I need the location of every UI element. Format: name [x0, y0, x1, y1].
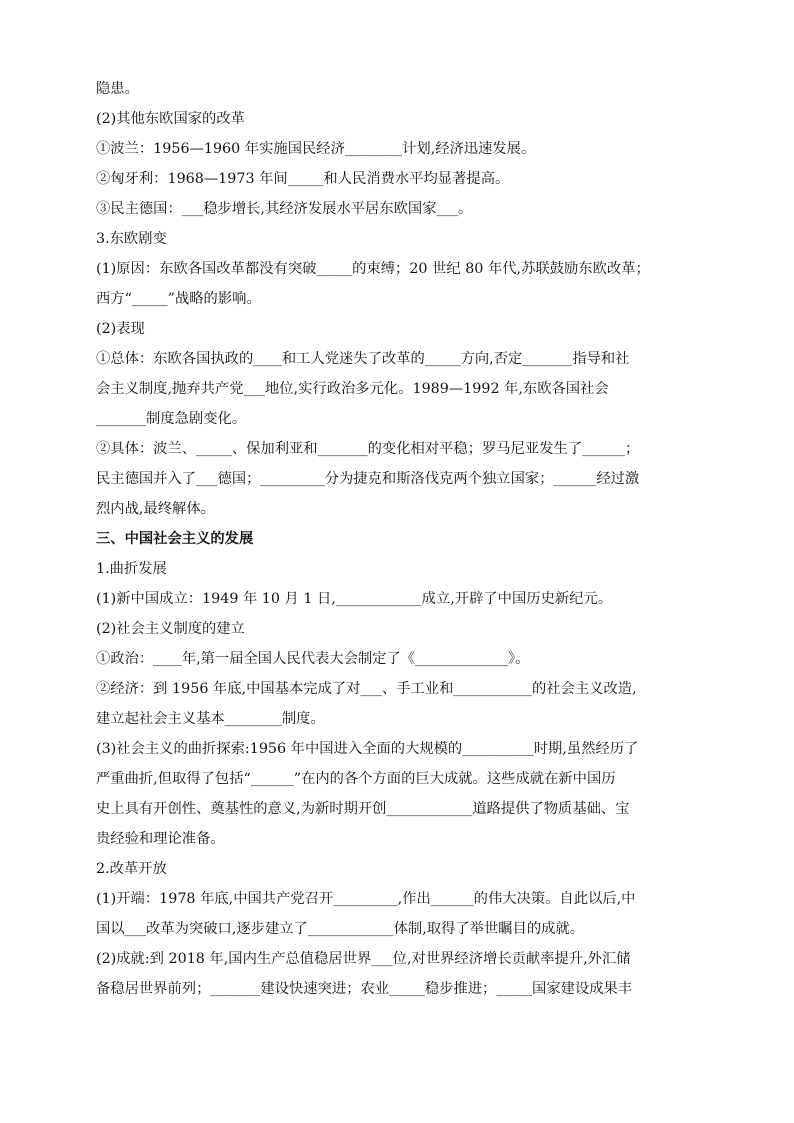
text-line: 国以___改革为突破口,逐步建立了____________体制,取得了举世瞩目的成就。 — [96, 921, 585, 937]
text-line: (1)新中国成立：1949 年 10 月 1 日,____________成立,开辟了中国历史新纪元。 — [96, 591, 613, 607]
text-line: ②具体：波兰、_____、保加利亚和_______的变化相对平稳；罗马尼亚发生了______； — [96, 441, 640, 457]
text-line: ①政治：____年,第一届全国人民代表大会制定了《_____________》。 — [96, 651, 530, 667]
text-line: 贵经验和理论准备。 — [96, 831, 225, 847]
text-line: ①总体：东欧各国执政的____和工人党迷失了改革的_____方向,否定_______指导和社 — [96, 351, 630, 367]
section-heading: 三、中国社会主义的发展 — [96, 531, 254, 547]
subsection-heading: 1.曲折发展 — [96, 561, 167, 577]
text-line: 严重曲折,但取得了包括“______”在内的各个方面的巨大成就。这些成就在新中国历 — [96, 771, 616, 787]
text-line: ②匈牙利：1968—1973 年间_____和人民消费水平均显著提高。 — [96, 171, 510, 187]
subsection-heading: (2)其他东欧国家的改革 — [96, 111, 245, 127]
text-line: 备稳居世界前列；_______建设快速突进；农业_____稳步推进；_____国家建设成果丰 — [96, 981, 633, 997]
document-page — [96, 74, 702, 1004]
text-line: ①波兰：1956—1960 年实施国民经济________计划,经济迅速发展。 — [96, 141, 536, 157]
text-line: ②经济：到 1956 年底,中国基本完成了对___、手工业和___________的社会主义改造, — [96, 681, 637, 697]
text-line: 烈内战,最终解体。 — [96, 501, 215, 517]
text-line: (2)成就:到 2018 年,国内生产总值稳居世界___位,对世界经济增长贡献率提升,外汇储 — [96, 951, 631, 967]
subsection-heading: 3.东欧剧变 — [96, 231, 167, 247]
subsection-heading: 2.改革开放 — [96, 861, 167, 877]
text-line: 西方“_____”战略的影响。 — [96, 291, 261, 307]
text-line: 民主德国并入了___德国；_________分为捷克和斯洛伐克两个独立国家；______经过激 — [96, 471, 640, 487]
text-line: (3)社会主义的曲折探索:1956 年中国进入全面的大规模的__________时期,虽然经历了 — [96, 741, 639, 757]
text-line: ③民主德国：___稳步增长,其经济发展水平居东欧国家___。 — [96, 201, 473, 217]
text-line: _______制度急剧变化。 — [96, 411, 247, 427]
text-line: 隐患。 — [96, 81, 139, 97]
text-line: 建立起社会主义基本________制度。 — [96, 711, 325, 727]
text-line: (1)开端：1978 年底,中国共产党召开_________,作出______的伟大决策。自此以后,中 — [96, 891, 636, 907]
text-line: 史上具有开创性、奠基性的意义,为新时期开创____________道路提供了物质基础、宝 — [96, 801, 630, 817]
text-line: 会主义制度,抛弃共产党___地位,实行政治多元化。1989—1992 年,东欧各国社会 — [96, 381, 609, 397]
subsection-heading: (2)社会主义制度的建立 — [96, 621, 245, 637]
text-line: (1)原因：东欧各国改革都没有突破_____的束缚；20 世纪 80 年代,苏联鼓励东欧改革； — [96, 261, 650, 277]
subsection-heading: (2)表现 — [96, 321, 145, 337]
